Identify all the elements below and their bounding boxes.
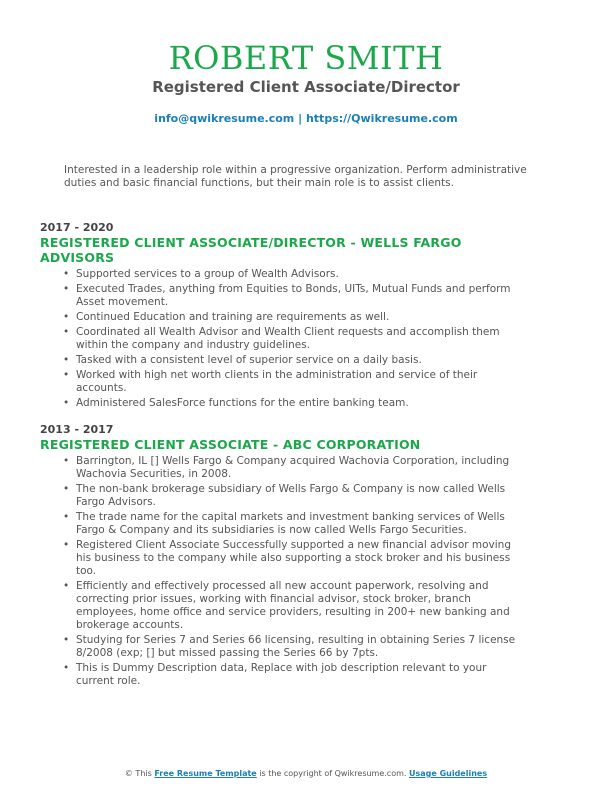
- footer-prefix: © This: [124, 769, 155, 778]
- list-item: • Worked with high net worth clients in the administration and service of their accounts.: [76, 369, 540, 395]
- candidate-title: Registered Client Associate/Director: [152, 78, 460, 96]
- website-link[interactable]: https://Qwikresume.com: [305, 112, 458, 125]
- job-bullets: [40, 268, 540, 410]
- contact-line: [0, 112, 612, 125]
- job-entry-2: [40, 423, 540, 690]
- list-item: • Registered Client Associate Successfully supported a new financial advisor moving his business to the company while also supporting a stock broker and his business too.: [76, 539, 540, 578]
- list-item: • Continued Education and training are requirements as well.: [76, 311, 540, 324]
- footer-copyright: is the copyright of Qwikresume.com.: [256, 769, 409, 778]
- list-item: • Supported services to a group of Wealth Advisors.: [76, 268, 540, 281]
- free-template-link[interactable]: Free Resume Template: [154, 769, 257, 778]
- footer: [0, 769, 612, 778]
- job-title: REGISTERED CLIENT ASSOCIATE/DIRECTOR - WELLS FARGO ADVISORS: [40, 235, 462, 265]
- contact-separator: |: [294, 112, 306, 125]
- list-item: • The trade name for the capital markets and investment banking services of Wells Fargo & Company and its subsidiaries is now called Wells Fargo Securities.: [76, 511, 540, 537]
- job-title: REGISTERED CLIENT ASSOCIATE - ABC CORPORATION: [40, 437, 421, 452]
- list-item: • The non-bank brokerage subsidiary of Wells Fargo & Company is now called Wells Fargo Advisors.: [76, 483, 540, 509]
- list-item: • Barrington, IL [] Wells Fargo & Company acquired Wachovia Corporation, including Wachovia Securities, in 2008.: [76, 455, 540, 481]
- job-entry-1: [40, 221, 540, 412]
- summary-text: Interested in a leadership role within a progressive organization. Perform administrative duties and basic financial functions, but their main role is to assist clients.: [64, 164, 527, 189]
- list-item: • Coordinated all Wealth Advisor and Wealth Client requests and accomplish them within the company and industry guidelines.: [76, 326, 540, 352]
- list-item: • This is Dummy Description data, Replace with job description relevant to your current role.: [76, 662, 540, 688]
- list-item: • Administered SalesForce functions for the entire banking team.: [76, 397, 540, 410]
- list-item: • Studying for Series 7 and Series 66 licensing, resulting in obtaining Series 7 license 8/2008 (exp; [] but missed passing the Series 66 by 7pts.: [76, 634, 540, 660]
- job-bullets: [40, 455, 540, 688]
- list-item: • Efficiently and effectively processed all new account paperwork, resolving and correcting prior issues, working with financial advisor, stock broker, branch employees, home office and service providers, resulting in 200+ new banking and brokerage accounts.: [76, 580, 540, 632]
- list-item: • Tasked with a consistent level of superior service on a daily basis.: [76, 354, 540, 367]
- candidate-name: ROBERT SMITH: [168, 39, 444, 77]
- email-link[interactable]: info@qwikresume.com: [154, 112, 295, 125]
- usage-guidelines-link[interactable]: Usage Guidelines: [408, 769, 488, 778]
- job-dates: 2013 - 2017: [40, 423, 114, 436]
- job-dates: 2017 - 2020: [40, 221, 114, 234]
- list-item: • Executed Trades, anything from Equities to Bonds, UITs, Mutual Funds and perform Asset movement.: [76, 283, 540, 309]
